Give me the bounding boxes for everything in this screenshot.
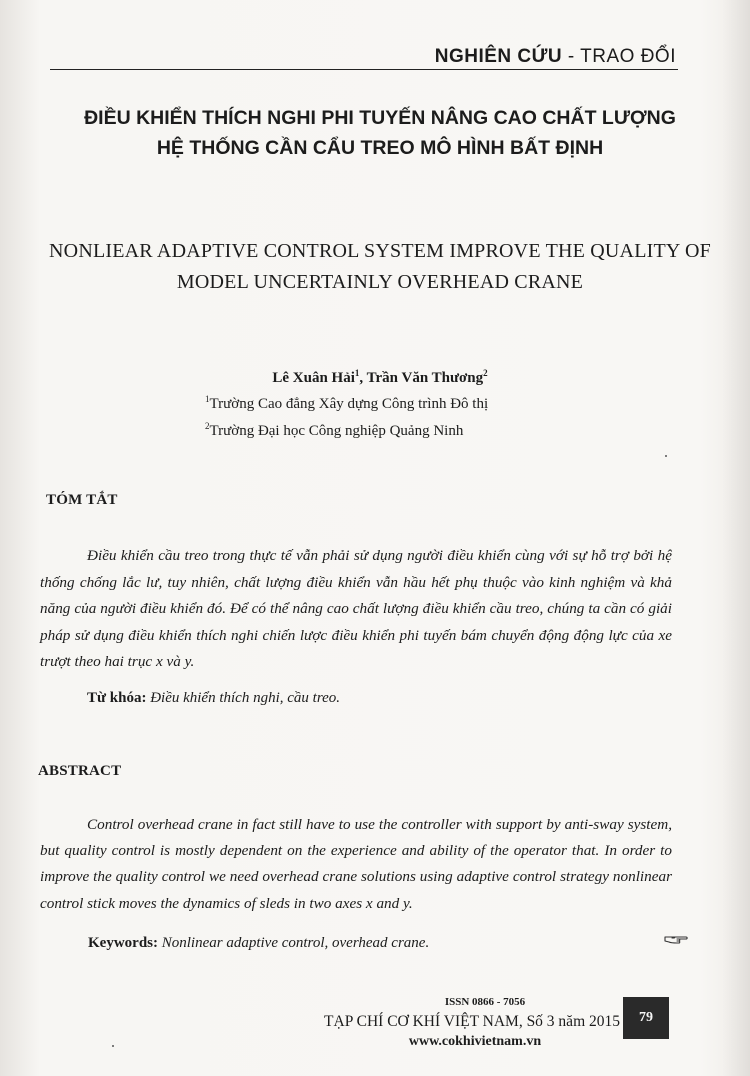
title-en-line-1: NONLIEAR ADAPTIVE CONTROL SYSTEM IMPROVE THE QUALITY OF [49, 240, 711, 262]
section-main-label: NGHIÊN CỨU [434, 46, 563, 67]
keywords-text: Nonlinear adaptive control, overhead crane. [158, 935, 430, 951]
summary-heading-vi: TÓM TẮT [46, 492, 118, 508]
abstract-text-en: Control overhead crane in fact still have to use the controller with support by anti-sway system, but quality control is mostly dependent on the experience and ability of the operator that. In order to improve the quality control we need overhead crane solutions using adaptive control strategy nonlinear control stick moves the dynamics of sleds in two axes x and y. [40, 816, 672, 912]
affiliation-name: Trường Đại học Công nghiệp Quảng Ninh [209, 423, 464, 439]
pointing-hand-icon [664, 932, 690, 946]
affiliation [205, 394, 625, 413]
section-sub-label: TRAO ĐỔI [580, 46, 676, 67]
title-english [40, 236, 720, 298]
scan-speck [665, 455, 667, 457]
author-affil-mark: 2 [483, 368, 488, 378]
title-vi-line-1: ĐIỀU KHIỂN THÍCH NGHI PHI TUYẾN NÂNG CAO CHẤT LƯỢNG [84, 107, 676, 129]
author-name: Lê Xuân Hải [272, 370, 355, 386]
keywords-text: Điều khiển thích nghi, cầu treo. [146, 690, 341, 706]
author-name: Trần Văn Thương [366, 370, 484, 386]
author-list [150, 368, 610, 387]
keywords-en [88, 935, 648, 952]
author-affil-mark: 1 [354, 368, 360, 378]
keywords-vi [87, 690, 667, 707]
abstract-heading-en: ABSTRACT [38, 763, 122, 779]
scan-speck [112, 1045, 114, 1047]
journal-issue: , Số 3 năm 2015 [518, 1013, 620, 1030]
summary-text-vi: Điều khiển cầu treo trong thực tế vẫn phải sử dụng người điều khiển cùng với sự hỗ trợ bởi hệ thống chống lắc lư, tuy nhiên, chất lượng điều khiển vẫn hầu hết phụ thuộc vào kinh nghiệm và khả năng của người điều khiển đó. Để có thể nâng cao chất lượng điều khiển cầu treo, chúng ta cần có giải pháp sử dụng điều khiển thích nghi chiến lược điều khiển phi tuyến bám chuyển động động lực của xe trượt theo hai trục x và y. [40, 547, 672, 671]
title-vi-line-2: HỆ THỐNG CẦN CẨU TREO MÔ HÌNH BẤT ĐỊNH [156, 137, 604, 159]
page-number: 79 [623, 997, 669, 1039]
affiliation-name: Trường Cao đẳng Xây dựng Công trình Đô thị [209, 396, 489, 412]
author-separator: , [359, 370, 367, 386]
title-vietnamese [40, 103, 720, 163]
footer-journal [300, 1013, 620, 1031]
affiliation-mark: 1 [205, 394, 210, 404]
footer-issn: ISSN 0866 - 7056 [444, 996, 526, 1008]
keywords-label: Từ khóa: [87, 690, 147, 706]
footer-website: www.cokhivietnam.vn [408, 1034, 542, 1049]
title-en-line-2: MODEL UNCERTAINLY OVERHEAD CRANE [176, 271, 584, 293]
affiliation [205, 421, 625, 440]
header-rule [50, 69, 678, 70]
section-separator: - [562, 46, 581, 67]
journal-name: TẠP CHÍ CƠ KHÍ VIỆT NAM [324, 1013, 519, 1030]
keywords-label: Keywords: [88, 935, 158, 951]
page-fold-shadow [722, 0, 750, 1076]
affiliation-mark: 2 [205, 421, 210, 431]
